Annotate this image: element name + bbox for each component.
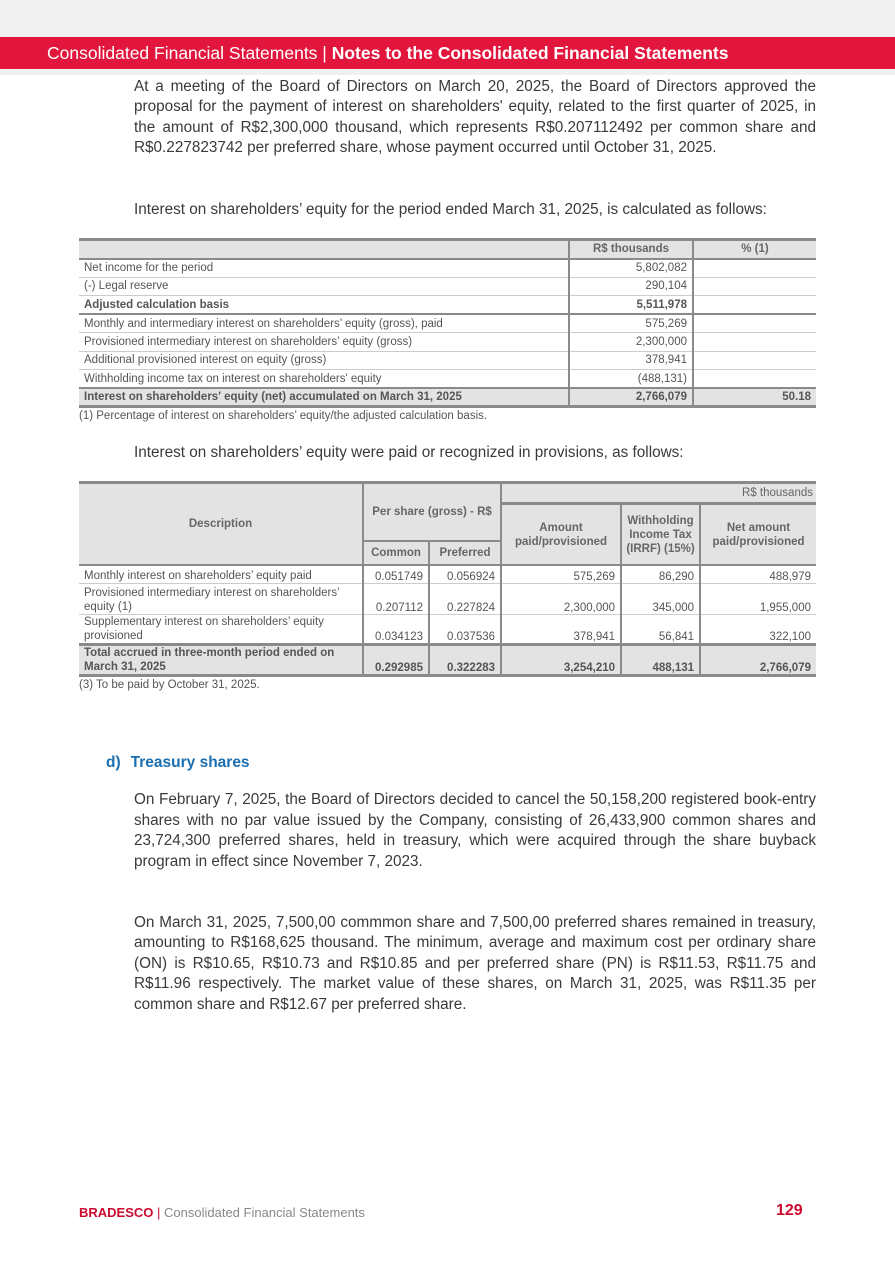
row-label: Net income for the period (79, 259, 569, 278)
row-value: 5,802,082 (569, 259, 693, 278)
table-row (79, 351, 816, 370)
paragraph-payments-intro: Interest on shareholders’ equity were paid or recognized in provisions, as follows: (134, 444, 684, 462)
row-label: Provisioned intermediary interest on shareholders’ equity (gross) (79, 333, 569, 352)
cell: 322,100 (700, 615, 816, 645)
header-section: Consolidated Financial Statements (47, 43, 318, 63)
section-title: Treasury shares (130, 754, 250, 772)
row-label: Additional provisioned interest on equity (gross) (79, 351, 569, 370)
table-row (79, 370, 816, 389)
section-letter: d) (106, 754, 121, 772)
row-percent (693, 277, 816, 296)
cell: 2,766,079 (700, 645, 816, 676)
row-label: Supplementary interest on shareholders’ equity provisioned (79, 615, 363, 645)
header-preferred: Preferred (429, 541, 501, 565)
table-header (79, 240, 569, 259)
cell: 0.227824 (429, 584, 501, 615)
row-percent (693, 351, 816, 370)
cell: 86,290 (621, 565, 700, 584)
row-value: (488,131) (569, 370, 693, 389)
row-value: 575,269 (569, 314, 693, 333)
row-percent (693, 333, 816, 352)
cell: 0.034123 (363, 615, 429, 645)
header-amount: Amount paid/provisioned (501, 504, 621, 565)
cell: 56,841 (621, 615, 700, 645)
paragraph-board-meeting: At a meeting of the Board of Directors on March 20, 2025, the Board of Directors approved the proposal for the payment of interest on shareholders' equity, related to the first quarter of 2025, in the amount of R$2,300,000 thousand, which represents R$0.207112492 per common share and R$0.227823742 per preferred share, whose payment occurred until October 31, 2025. (134, 78, 816, 157)
header-thousands: R$ thousands (501, 483, 816, 504)
row-percent (693, 314, 816, 333)
table-row (79, 296, 816, 315)
cell: 488,979 (700, 565, 816, 584)
cell: 0.051749 (363, 565, 429, 584)
table-row (79, 277, 816, 296)
cell: 0.292985 (363, 645, 429, 676)
cell: 345,000 (621, 584, 700, 615)
cell: 0.056924 (429, 565, 501, 584)
page-footer (79, 1205, 365, 1220)
table1-footnote: (1) Percentage of interest on shareholders’ equity/the adjusted calculation basis. (79, 410, 488, 423)
row-percent (693, 370, 816, 389)
cell: 3,254,210 (501, 645, 621, 676)
footer-text: Consolidated Financial Statements (164, 1205, 365, 1220)
cell: 1,955,000 (700, 584, 816, 615)
header-common: Common (363, 541, 429, 565)
row-value: 2,766,079 (569, 388, 693, 407)
row-label: Monthly and intermediary interest on shareholders’ equity (gross), paid (79, 314, 569, 333)
paragraph-share-cancellation: On February 7, 2025, the Board of Directors decided to cancel the 50,158,200 registered book-entry shares with no par value issued by the Company, consisting of 26,433,900 common shares and 23,724,300 preferred shares, held in treasury, which were acquired through the share buyback program in effect since November 7, 2023. (134, 791, 816, 870)
cell: 488,131 (621, 645, 700, 676)
row-label: Interest on shareholders' equity (net) accumulated on March 31, 2025 (79, 388, 569, 407)
page-number: 129 (776, 1202, 803, 1219)
header-title: Notes to the Consolidated Financial Statements (331, 43, 729, 63)
table-row (79, 565, 816, 584)
cell: 0.207112 (363, 584, 429, 615)
section-heading (106, 754, 816, 772)
header-description: Description (79, 483, 363, 565)
page-content (79, 77, 816, 1015)
cell: 0.037536 (429, 615, 501, 645)
footer-separator: | (153, 1205, 165, 1220)
header-separator: | (317, 43, 332, 63)
paragraph-treasury-balance: On March 31, 2025, 7,500,00 commmon share and 7,500,00 preferred shares remained in treasury, amounting to R$168,625 thousand. The minimum, average and maximum cost per ordinary share (ON) is R$10.65, R$10.73 and R$10.85 and per preferred share (PN) is R$11.53, R$11.75 and R$11.96 respectively. The market value of these shares, on March 31, 2025, was R$11.35 per common share and R$12.67 per preferred share. (134, 914, 816, 1013)
row-label: (-) Legal reserve (79, 277, 569, 296)
row-label: Total accrued in three-month period ended on March 31, 2025 (79, 645, 363, 676)
header-per-share: Per share (gross) - R$ (363, 483, 501, 541)
row-value: 5,511,978 (569, 296, 693, 315)
row-label: Monthly interest on shareholders’ equity paid (79, 565, 363, 584)
header-net: Net amount paid/provisioned (700, 504, 816, 565)
cell: 2,300,000 (501, 584, 621, 615)
table-total-row (79, 645, 816, 676)
table-row (79, 584, 816, 615)
header-irrf: Withholding Income Tax (IRRF) (15%) (621, 504, 700, 565)
footer-brand: BRADESCO (79, 1205, 154, 1220)
row-percent (693, 296, 816, 315)
interest-calculation-table (79, 238, 816, 408)
table-header: R$ thousands (569, 240, 693, 259)
table-header: % (1) (693, 240, 816, 259)
row-value: 378,941 (569, 351, 693, 370)
row-value: 2,300,000 (569, 333, 693, 352)
table2-footnote: (3) To be paid by October 31, 2025. (79, 679, 260, 692)
row-percent: 50.18 (693, 388, 816, 407)
row-value: 290,104 (569, 277, 693, 296)
row-label: Adjusted calculation basis (79, 296, 569, 315)
page-header (0, 37, 895, 69)
table-row (79, 314, 816, 333)
cell: 378,941 (501, 615, 621, 645)
row-percent (693, 259, 816, 278)
table-total-row (79, 388, 816, 407)
paragraph-calculation-intro: Interest on shareholders’ equity for the period ended March 31, 2025, is calculated as follows: (134, 200, 767, 218)
table-row (79, 333, 816, 352)
table-row (79, 615, 816, 645)
top-band (0, 0, 895, 37)
table-row (79, 259, 816, 278)
row-label: Provisioned intermediary interest on shareholders’ equity (1) (79, 584, 363, 615)
header-underband (0, 69, 895, 75)
cell: 575,269 (501, 565, 621, 584)
interest-payments-table (79, 481, 816, 677)
cell: 0.322283 (429, 645, 501, 676)
row-label: Withholding income tax on interest on shareholders' equity (79, 370, 569, 389)
